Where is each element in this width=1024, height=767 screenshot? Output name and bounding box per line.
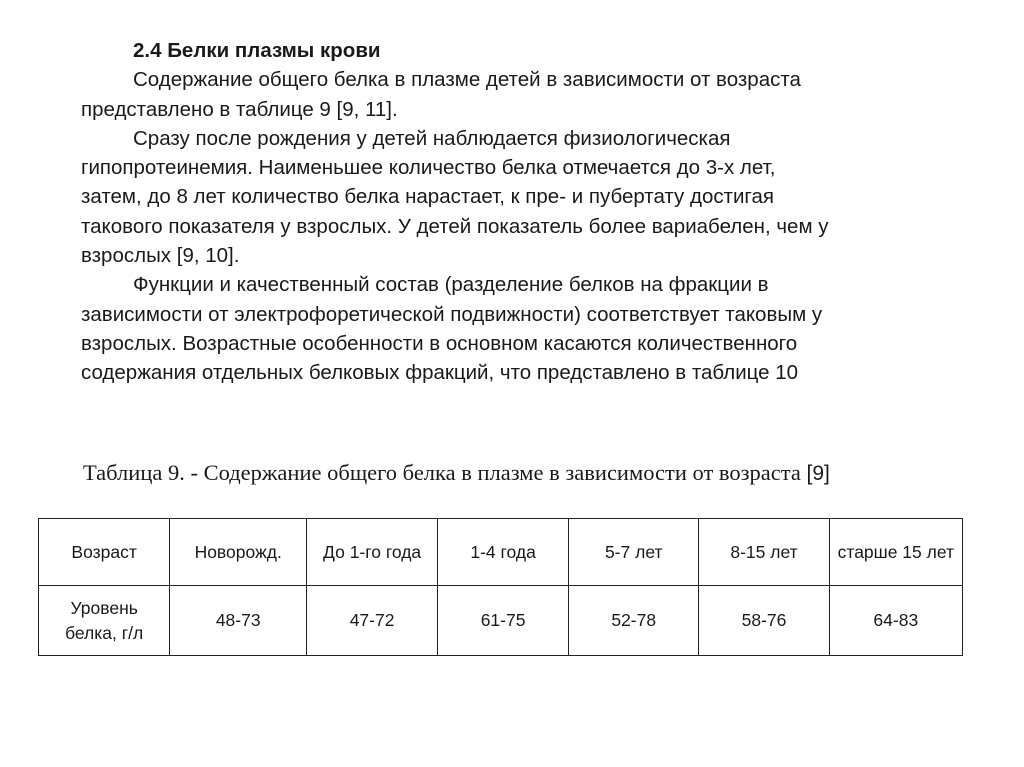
paragraph-line: взрослых. Возрастные особенности в основном касаются количественного [81,331,798,355]
section-heading: 2.4 Белки плазмы крови [133,39,381,62]
paragraph-line: Содержание общего белка в плазме детей в зависимости от возраста [133,68,801,92]
table-caption-reference: [9] [806,462,830,485]
paragraph-1 [81,65,941,124]
table-cell: 52-78 [569,586,699,656]
table-header-label: Возраст [39,519,170,586]
table-cell: 61-75 [438,586,569,656]
table-cell: 58-76 [699,586,829,656]
paragraph-line: такового показателя у взрослых. У детей показатель более вариабелен, чем у [81,214,829,238]
paragraph-line: Функции и качественный состав (разделение белков на фракции в [133,273,769,297]
table-header-cell: 1-4 года [438,519,569,586]
table-cell: 48-73 [170,586,307,656]
paragraph-line: гипопротеинемия. Наименьшее количество белка отмечается до 3-х лет, [81,156,776,180]
table-header-row [39,519,963,586]
table-header-cell: Новорожд. [170,519,307,586]
paragraph-line: зависимости от электрофоретической подвижности) соответствует таковым у [81,302,823,326]
table-header-cell: старше 15 лет [829,519,962,586]
table-caption [83,460,983,486]
table-header-cell: До 1-го года [307,519,438,586]
paragraph-line: взрослых [9, 10]. [81,244,240,268]
paragraph-2 [81,124,941,270]
paragraph-line: затем, до 8 лет количество белка нарастает, к пре- и пубертату достигая [81,185,774,209]
paragraph-3 [81,270,941,387]
table-cell: 47-72 [307,586,438,656]
table-row-label: Уровень белка, г/л [39,586,170,656]
table-cell: 64-83 [829,586,962,656]
table-caption-text: Таблица 9. - Содержание общего белка в плазме в зависимости от возраста [83,460,801,485]
protein-age-table [38,518,963,656]
section-text [81,36,941,388]
table-header-cell: 5-7 лет [569,519,699,586]
paragraph-line: представлено в таблице 9 [9, 11]. [81,97,398,121]
table-header-cell: 8-15 лет [699,519,829,586]
table-row [39,586,963,656]
paragraph-line: содержания отдельных белковых фракций, что представлено в таблице 10 [81,361,799,385]
paragraph-line: Сразу после рождения у детей наблюдается физиологическая [133,126,731,150]
